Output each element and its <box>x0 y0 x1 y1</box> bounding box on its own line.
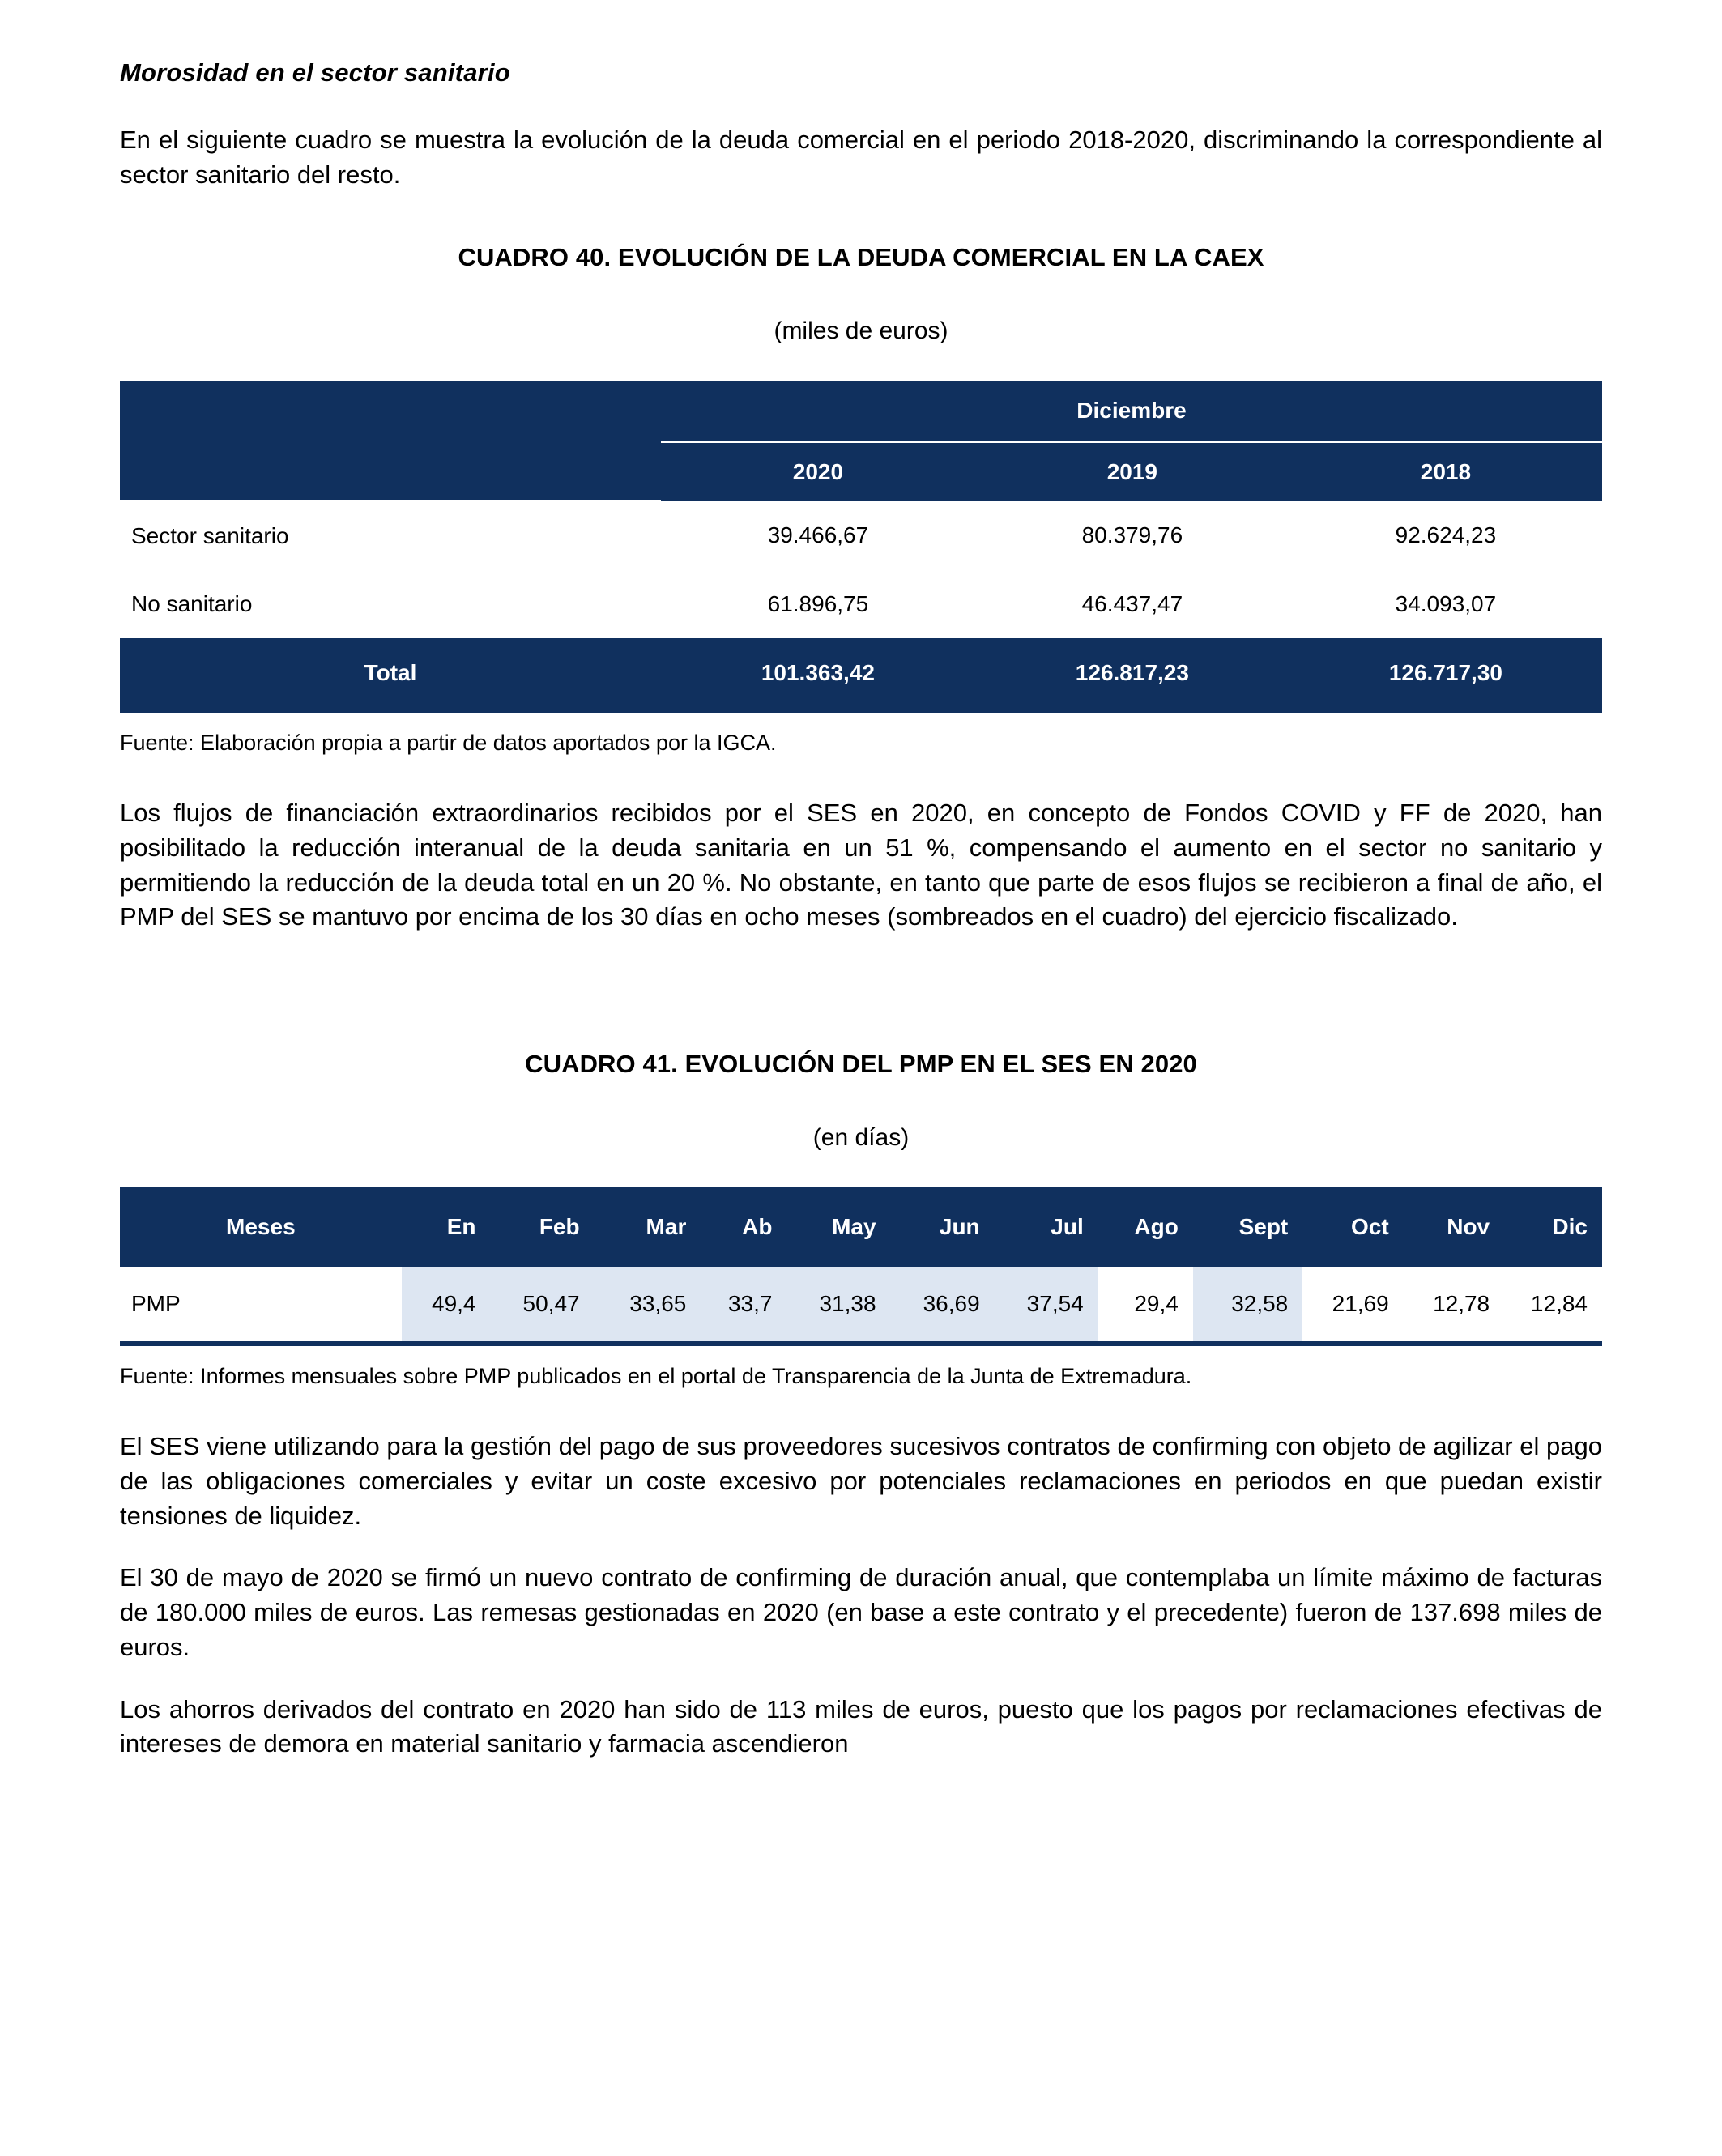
table-evolucion-deuda-comercial <box>120 381 1602 714</box>
table40-total-label: Total <box>120 638 661 708</box>
table41-value-jul: 37,54 <box>995 1267 1098 1341</box>
table41-value-dic: 12,84 <box>1504 1267 1602 1341</box>
table40-bottom-rule <box>120 708 1602 713</box>
table41-value-ago: 29,4 <box>1098 1267 1193 1341</box>
table41-header-ago: Ago <box>1098 1187 1193 1267</box>
table-row <box>120 570 1602 638</box>
table41-header-meses: Meses <box>120 1187 402 1267</box>
section-heading: Morosidad en el sector sanitario <box>120 58 510 87</box>
table41-value-en: 49,4 <box>402 1267 491 1341</box>
table40-header-top <box>120 381 1602 442</box>
table40-total-2020: 101.363,42 <box>661 638 975 708</box>
table41-header-mar: Mar <box>595 1187 701 1267</box>
table40-total-row <box>120 638 1602 708</box>
table41-title: CUADRO 41. EVOLUCIÓN DEL PMP EN EL SES EN 2020 <box>525 1050 1197 1079</box>
paragraph-confirming: El SES viene utilizando para la gestión del pago de sus proveedores sucesivos contratos de confirming con objeto de agilizar el pago de las obligaciones comerciales y evitar un coste excesivo por potenciales reclamaciones en periodos en que puedan existir tensiones de liquidez. <box>120 1432 1602 1530</box>
table41-header-may: May <box>786 1187 890 1267</box>
table-row <box>120 501 1602 571</box>
table41-header-row <box>120 1187 1602 1267</box>
table40-year-2018: 2018 <box>1289 441 1602 501</box>
table-row <box>120 1267 1602 1341</box>
spacer <box>120 962 1602 999</box>
table41-value-sept: 32,58 <box>1193 1267 1302 1341</box>
table40-row1-label: No sanitario <box>120 570 661 638</box>
table-evolucion-pmp-ses <box>120 1187 1602 1346</box>
table41-header-dic: Dic <box>1504 1187 1602 1267</box>
table41-bottom-rule <box>120 1341 1602 1346</box>
table40-row1-2019: 46.437,47 <box>975 570 1289 638</box>
table41-source: Fuente: Informes mensuales sobre PMP publicados en el portal de Transparencia de la Junta de Extremadura. <box>120 1364 1192 1389</box>
table40-row0-2018: 92.624,23 <box>1289 501 1602 571</box>
table40-row1-2018: 34.093,07 <box>1289 570 1602 638</box>
paragraph-after-table40: Los flujos de financiación extraordinarios recibidos por el SES en 2020, en concepto de Fondos COVID y FF de 2020, han posibilitado la reducción interanual de la deuda sanitaria en un 51 %, compensando el aumento en el sector no sanitario y permitiendo la reducción de la deuda total en un 20 %. No obstante, en tanto que parte de esos flujos se recibieron a final de año, el PMP del SES se mantuvo por encima de los 30 días en ocho meses (sombreados en el cuadro) del ejercicio fiscalizado. <box>120 799 1602 931</box>
table41-header-sept: Sept <box>1193 1187 1302 1267</box>
table40-row0-2019: 80.379,76 <box>975 501 1289 571</box>
intro-paragraph: En el siguiente cuadro se muestra la evolución de la deuda comercial en el periodo 2018-2020, discriminando la correspondiente al sector sanitario del resto. <box>120 126 1602 189</box>
table41-header-en: En <box>402 1187 491 1267</box>
table41-value-oct: 21,69 <box>1302 1267 1403 1341</box>
table41-value-nov: 12,78 <box>1404 1267 1504 1341</box>
table41-value-may: 31,38 <box>786 1267 890 1341</box>
table41-header-feb: Feb <box>491 1187 595 1267</box>
table40-title: CUADRO 40. EVOLUCIÓN DE LA DEUDA COMERCIAL EN LA CAEX <box>458 242 1264 271</box>
table40-source: Fuente: Elaboración propia a partir de datos aportados por la IGCA. <box>120 731 777 756</box>
table41-value-mar: 33,65 <box>595 1267 701 1341</box>
table41-header-nov: Nov <box>1404 1187 1504 1267</box>
table40-row0-label: Sector sanitario <box>120 501 661 571</box>
table40-group-header: Diciembre <box>661 381 1602 442</box>
paragraph-ahorros: Los ahorros derivados del contrato en 2020 han sido de 113 miles de euros, puesto que los pagos por reclamaciones efectivas de intereses de demora en material sanitario y farmacia ascendieron <box>120 1694 1602 1758</box>
table40-row1-2020: 61.896,75 <box>661 570 975 638</box>
table41-row-label: PMP <box>120 1267 402 1341</box>
table40-corner-cell <box>120 381 661 501</box>
table41-header-jun: Jun <box>891 1187 995 1267</box>
table41-value-feb: 50,47 <box>491 1267 595 1341</box>
table41-value-ab: 33,7 <box>701 1267 786 1341</box>
table41-header-jul: Jul <box>995 1187 1098 1267</box>
table40-year-2020: 2020 <box>661 441 975 501</box>
table40-total-2018: 126.717,30 <box>1289 638 1602 708</box>
table40-row0-2020: 39.466,67 <box>661 501 975 571</box>
table40-year-2019: 2019 <box>975 441 1289 501</box>
table41-header-ab: Ab <box>701 1187 786 1267</box>
table41-header-oct: Oct <box>1302 1187 1403 1267</box>
table41-subtitle: (en días) <box>812 1124 910 1152</box>
table40-total-2019: 126.817,23 <box>975 638 1289 708</box>
table40-subtitle: (miles de euros) <box>774 317 948 344</box>
table41-value-jun: 36,69 <box>891 1267 995 1341</box>
paragraph-contrato-2020: El 30 de mayo de 2020 se firmó un nuevo contrato de confirming de duración anual, que contemplaba un límite máximo de facturas de 180.000 miles de euros. Las remesas gestionadas en 2020 (en base a este contrato y el precedente) fueron de 137.698 miles de euros. <box>120 1563 1602 1661</box>
